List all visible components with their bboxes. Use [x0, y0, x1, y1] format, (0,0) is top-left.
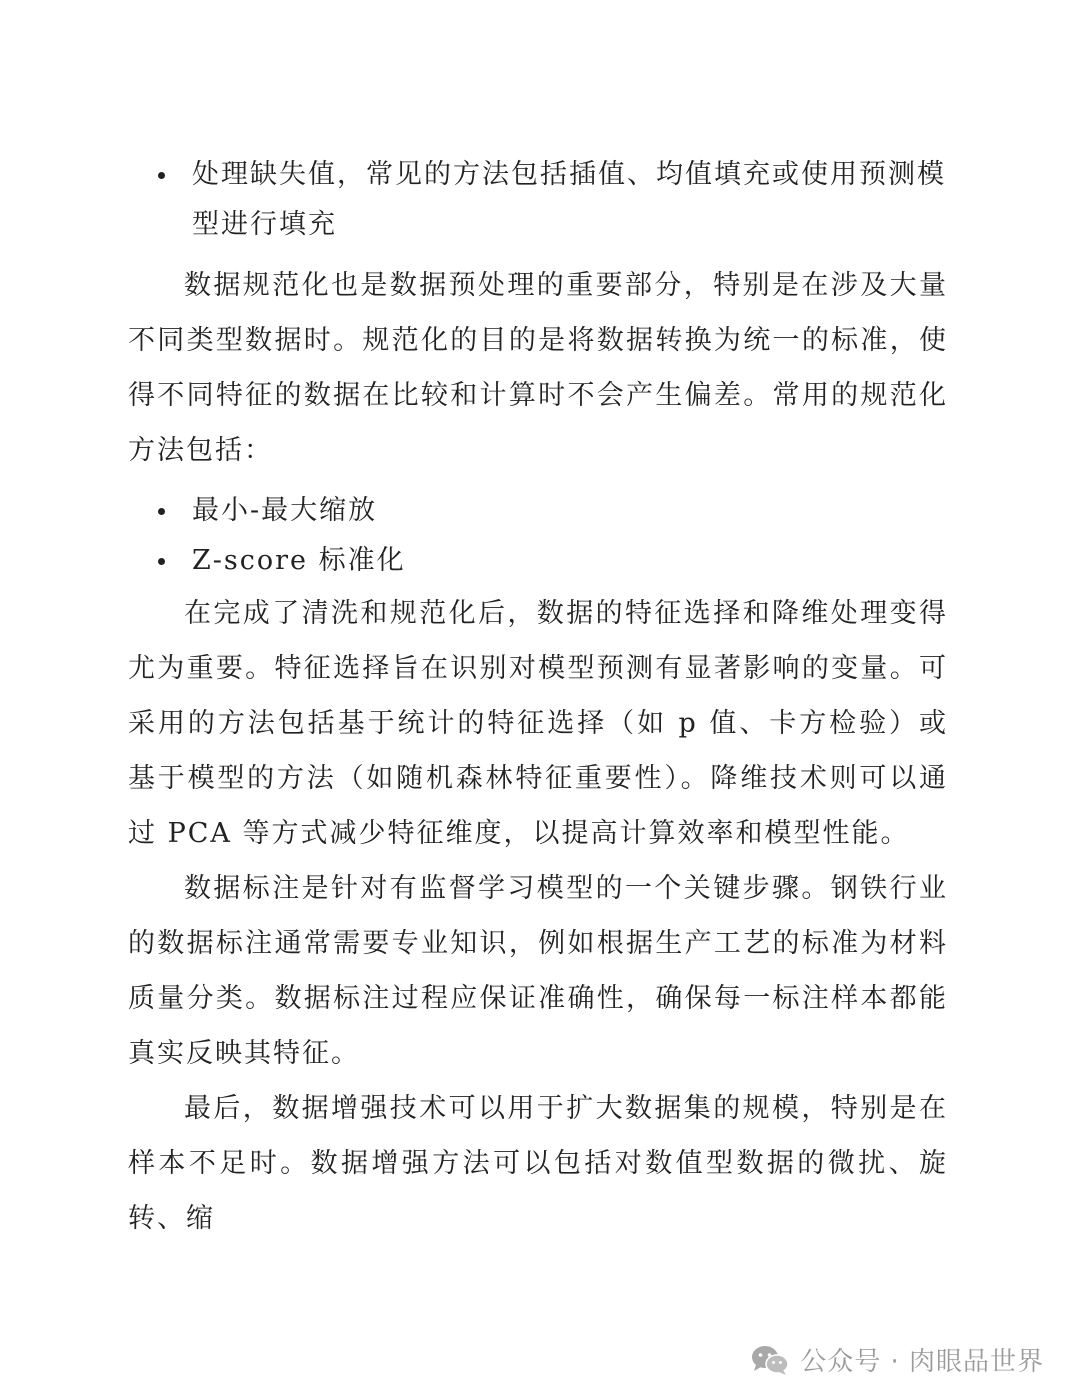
document-body — [128, 150, 948, 1246]
list-item — [128, 486, 948, 536]
bullet-dot — [158, 508, 165, 515]
paragraph: 最后，数据增强技术可以用于扩大数据集的规模，特别是在样本不足时。数据增强方法可以包括对数值型数据的微扰、旋转、缩 — [128, 1093, 948, 1234]
watermark-text: 公众号 · 肉眼品世界 — [800, 1347, 1044, 1377]
bullet-dot — [158, 558, 165, 565]
paragraph: 在完成了清洗和规范化后，数据的特征选择和降维处理变得尤为重要。特征选择旨在识别对模型预测有显著影响的变量。可采用的方法包括基于统计的特征选择（如 p 值、卡方检验）或基于模型的方法（如随机森林特征重要性）。降维技术则可以通过 PCA 等方式减少特征维度，以提高计算效率和模型性能。 — [128, 598, 948, 849]
watermark — [750, 1341, 1044, 1378]
wechat-icon — [750, 1344, 790, 1376]
list-item — [128, 536, 948, 586]
list-item-text: 处理缺失值，常见的方法包括插值、均值填充或使用预测模型进行填充 — [192, 159, 946, 240]
list-item-text: 最小-最大缩放 — [192, 495, 378, 526]
list-item-text: Z-score 标准化 — [192, 545, 406, 576]
list-item — [128, 150, 948, 250]
paragraph: 数据标注是针对有监督学习模型的一个关键步骤。钢铁行业的数据标注通常需要专业知识，例如根据生产工艺的标准为材料质量分类。数据标注过程应保证准确性，确保每一标注样本都能真实反映其特征。 — [128, 873, 948, 1069]
bullet-dot — [158, 172, 165, 179]
paragraph: 数据规范化也是数据预处理的重要部分，特别是在涉及大量不同类型数据时。规范化的目的是将数据转换为统一的标准，使得不同特征的数据在比较和计算时不会产生偏差。常用的规范化方法包括： — [128, 270, 948, 466]
